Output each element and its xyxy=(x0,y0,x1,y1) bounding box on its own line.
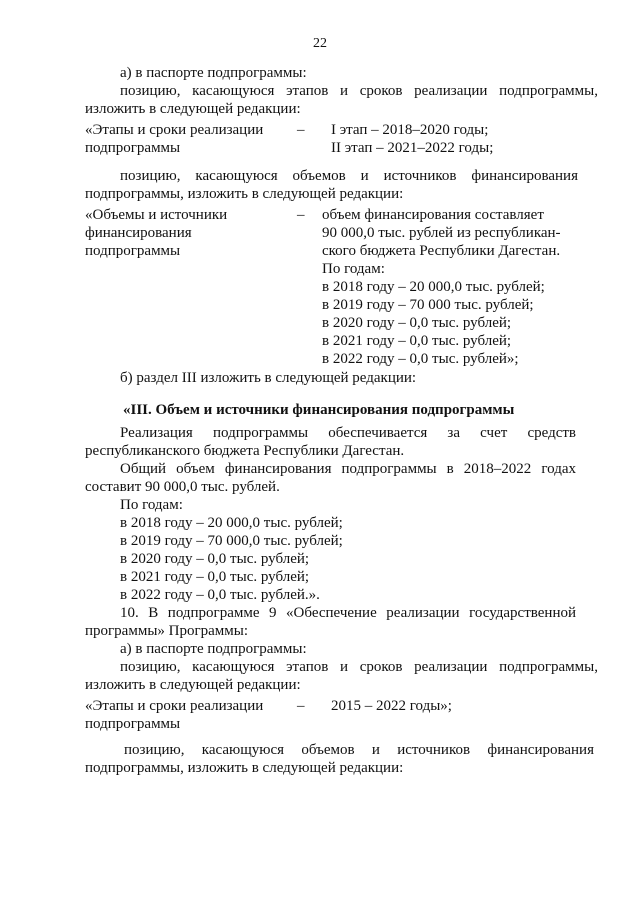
passport-intro-2: а) в паспорте подпрограммы: xyxy=(120,641,307,657)
total-funding-line-1: Общий объем финансирования подпрограммы в 2018–2022 годах xyxy=(120,461,576,477)
year-funding-line: в 2018 году – 20 000,0 тыс. рублей; xyxy=(120,515,343,531)
stages-label-line-2: подпрограммы xyxy=(85,140,181,156)
stages-value-line-2: II этап – 2021–2022 годы; xyxy=(331,140,494,156)
stages-value-line-1: I этап – 2018–2020 годы; xyxy=(331,122,489,138)
implementation-paragraph-line-1: Реализация подпрограммы обеспечивается за счет средств xyxy=(120,425,576,441)
funding-label-line-2: финансирования xyxy=(85,225,192,241)
stages-label-line-1: «Этапы и сроки реализации xyxy=(85,122,264,138)
stages-label-2-line-2: подпрограммы xyxy=(85,716,181,732)
funding-value-line: в 2019 году – 70 000 тыс. рублей; xyxy=(322,297,534,313)
section-iii-intro: б) раздел III изложить в следующей редакции: xyxy=(120,370,417,386)
stages-dash: – xyxy=(297,122,305,138)
funding-value-line: в 2021 году – 0,0 тыс. рублей; xyxy=(322,333,512,349)
funding-paragraph-line-2: подпрограммы, изложить в следующей редакции: xyxy=(85,186,404,202)
funding-value-line: По годам: xyxy=(322,261,385,277)
funding-value-line: ского бюджета Республики Дагестан. xyxy=(322,243,561,259)
year-funding-line: в 2022 году – 0,0 тыс. рублей.». xyxy=(120,587,320,603)
item-10-line-2: программы» Программы: xyxy=(85,623,249,639)
funding-paragraph-line-1: позицию, касающуюся объемов и источников финансирования xyxy=(120,168,578,184)
funding-paragraph-2-line-1: позицию, касающуюся объемов и источников финансирования xyxy=(124,742,594,758)
funding-label-line-3: подпрограммы xyxy=(85,243,181,259)
passport-intro: а) в паспорте подпрограммы: xyxy=(120,65,307,81)
stages-label-2-line-1: «Этапы и сроки реализации xyxy=(85,698,264,714)
by-years-label: По годам: xyxy=(120,497,183,513)
year-funding-line: в 2020 году – 0,0 тыс. рублей; xyxy=(120,551,310,567)
year-funding-line: в 2021 году – 0,0 тыс. рублей; xyxy=(120,569,310,585)
stages-paragraph-2-line-2: изложить в следующей редакции: xyxy=(85,677,301,693)
stages-paragraph-2-line-1: позицию, касающуюся этапов и сроков реализации подпрограммы, xyxy=(120,659,598,675)
stages-value-2: 2015 – 2022 годы»; xyxy=(331,698,452,714)
page-number: 22 xyxy=(313,36,327,51)
funding-value-line: в 2020 году – 0,0 тыс. рублей; xyxy=(322,315,512,331)
funding-paragraph-2-line-2: подпрограммы, изложить в следующей редакции: xyxy=(85,760,404,776)
funding-label-line-1: «Объемы и источники xyxy=(85,207,228,223)
stages-paragraph-line-2: изложить в следующей редакции: xyxy=(85,101,301,117)
item-10-line-1: 10. В подпрограмме 9 «Обеспечение реализации государственной xyxy=(120,605,576,621)
funding-value-line: в 2022 году – 0,0 тыс. рублей»; xyxy=(322,351,519,367)
total-funding-line-2: составит 90 000,0 тыс. рублей. xyxy=(85,479,280,495)
implementation-paragraph-line-2: республиканского бюджета Республики Дагестан. xyxy=(85,443,405,459)
section-iii-heading: «III. Объем и источники финансирования подпрограммы xyxy=(123,402,515,418)
funding-value-line: объем финансирования составляет xyxy=(322,207,544,223)
stages-paragraph-line-1: позицию, касающуюся этапов и сроков реализации подпрограммы, xyxy=(120,83,598,99)
funding-value-line: 90 000,0 тыс. рублей из республикан- xyxy=(322,225,561,241)
funding-dash: – xyxy=(297,207,305,223)
stages-dash-2: – xyxy=(297,698,305,714)
year-funding-line: в 2019 году – 70 000,0 тыс. рублей; xyxy=(120,533,343,549)
funding-value-line: в 2018 году – 20 000,0 тыс. рублей; xyxy=(322,279,545,295)
